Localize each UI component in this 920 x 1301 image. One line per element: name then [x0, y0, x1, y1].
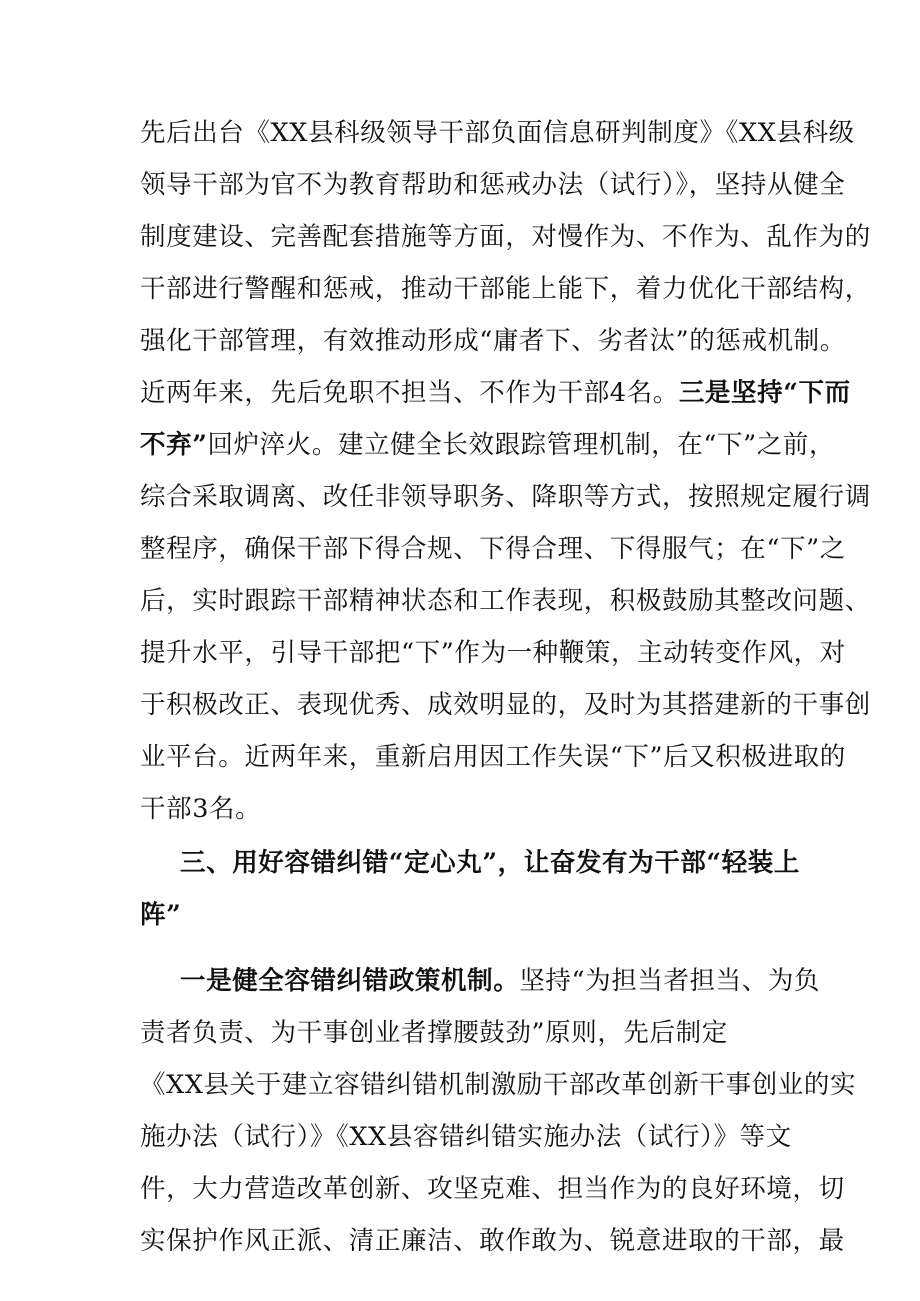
paragraph-line [180, 966, 820, 996]
paragraph-text: 回炉淬火。建立健全长效跟踪管理机制，在“下”之前， [207, 430, 836, 460]
bold-lead-text: 一是健全容错纠错政策机制。 [180, 966, 520, 996]
paragraph-line: 于积极改正、表现优秀、成效明显的，及时为其搭建新的干事创 [140, 690, 871, 720]
paragraph-line: 后，实时跟踪干部精神状态和工作表现，积极鼓励其整改问题、 [140, 586, 871, 616]
paragraph-line: 提升水平，引导干部把“下”作为一种鞭策，主动转变作风，对 [140, 638, 846, 668]
paragraph-line: 干部3名。 [140, 794, 262, 824]
paragraph-line: 《XX县关于建立容错纠错机制激励干部改革创新干事创业的实 [140, 1070, 857, 1100]
paragraph-line [140, 430, 835, 460]
paragraph-line: 整程序，确保干部下得合规、下得合理、下得服气；在“下”之 [140, 534, 846, 564]
paragraph-line: 实保护作风正派、清正廉洁、敢作敢为、锐意进取的干部，最 [140, 1226, 845, 1256]
paragraph-line: 干部进行警醒和惩戒，推动干部能上能下，着力优化干部结构， [140, 274, 871, 304]
bold-lead-text: 不弃” [140, 430, 208, 460]
paragraph-line: 施办法（试行）》《XX县容错纠错实施办法（试行）》等文 [140, 1122, 792, 1152]
paragraph-line [140, 378, 851, 408]
paragraph-line: 责者负责、为干事创业者撑腰鼓劲”原则，先后制定 [140, 1018, 728, 1048]
paragraph-line: 综合采取调离、改任非领导职务、降职等方式，按照规定履行调 [140, 482, 871, 512]
paragraph-line: 先后出台《XX县科级领导干部负面信息研判制度》《XX县科级 [140, 118, 855, 148]
paragraph-line: 件，大力营造改革创新、攻坚克难、担当作为的良好环境，切 [140, 1174, 845, 1204]
paragraph-line: 领导干部为官不为教育帮助和惩戒办法（试行）》，坚持从健全 [140, 170, 846, 200]
paragraph-text: 坚持“为担当者担当、为负 [519, 966, 821, 996]
bold-lead-text: 三是坚持“下而 [678, 378, 851, 408]
paragraph-line: 制度建设、完善配套措施等方面，对慢作为、不作为、乱作为的 [140, 222, 871, 252]
paragraph-line: 业平台。近两年来，重新启用因工作失误“下”后又积极进取的 [140, 742, 846, 772]
section-heading: 三、用好容错纠错“定心丸”，让奋发有为干部“轻装上 [180, 848, 801, 878]
paragraph-line: 强化干部管理，有效推动形成“庸者下、劣者汰”的惩戒机制。 [140, 326, 846, 356]
paragraph-text: 近两年来，先后免职不担当、不作为干部4名。 [140, 378, 679, 408]
section-heading: 阵” [140, 900, 182, 930]
